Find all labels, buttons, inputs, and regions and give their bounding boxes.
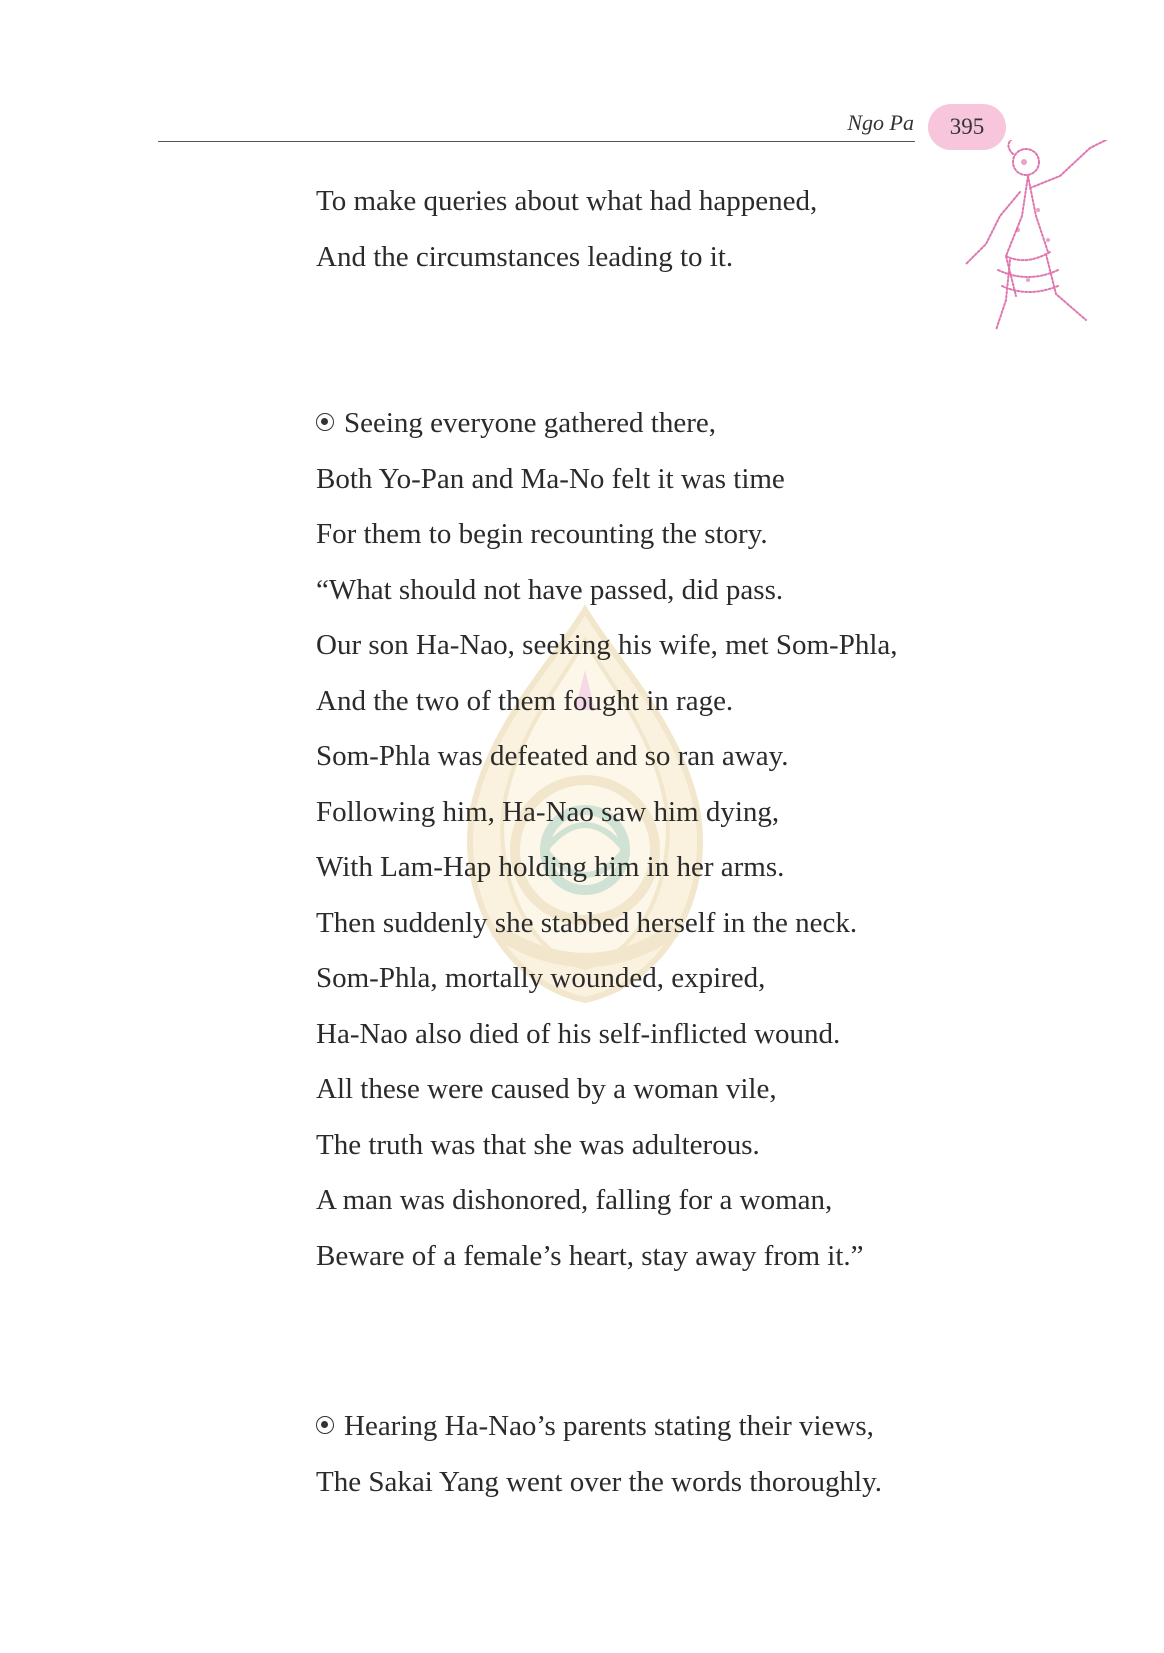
verse-line: All these were caused by a woman vile, <box>316 1073 777 1105</box>
header-rule <box>158 141 915 142</box>
running-title: Ngo Pa <box>847 110 914 135</box>
verse-line: Our son Ha-Nao, seeking his wife, met Som-Phla, <box>316 629 898 661</box>
stanza-3 <box>316 1399 882 1510</box>
dancer-illustration <box>958 140 1118 345</box>
bullseye-icon <box>316 413 334 431</box>
verse-line: Beware of a female’s heart, stay away from it.” <box>316 1239 864 1272</box>
verse-line: Following him, Ha-Nao saw him dying, <box>316 795 780 828</box>
verse-line-text: Seeing everyone gathered there, <box>344 407 716 439</box>
verse-line: Ha-Nao also died of his self-inflicted wound. <box>316 1017 841 1050</box>
verse-line: The truth was that she was adulterous. <box>316 1128 760 1161</box>
verse-line: Both Yo-Pan and Ma-No felt it was time <box>316 462 785 495</box>
verse-line: With Lam-Hap holding him in her arms. <box>316 851 785 883</box>
verse-line: The Sakai Yang went over the words thoroughly. <box>316 1465 882 1498</box>
verse-line: And the two of them fought in rage. <box>316 684 734 717</box>
stanza-1 <box>316 174 817 285</box>
verse-line: And the circumstances leading to it. <box>316 240 734 273</box>
verse-line <box>316 1399 882 1455</box>
verse-line: To make queries about what had happened, <box>316 185 818 217</box>
stanza-2 <box>316 396 898 1284</box>
verse-line-text: Hearing Ha-Nao’s parents stating their views, <box>344 1410 874 1442</box>
bullseye-icon <box>316 1416 334 1434</box>
verse-line: A man was dishonored, falling for a woman, <box>316 1184 833 1216</box>
verse-line <box>316 396 898 452</box>
verse-line: Then suddenly she stabbed herself in the neck. <box>316 906 858 939</box>
verse-line: Som-Phla, mortally wounded, expired, <box>316 962 766 994</box>
verse-line: “What should not have passed, did pass. <box>316 573 784 606</box>
verse-line: Som-Phla was defeated and so ran away. <box>316 740 789 772</box>
verse-line: For them to begin recounting the story. <box>316 518 768 550</box>
page-number: 395 <box>949 114 985 139</box>
